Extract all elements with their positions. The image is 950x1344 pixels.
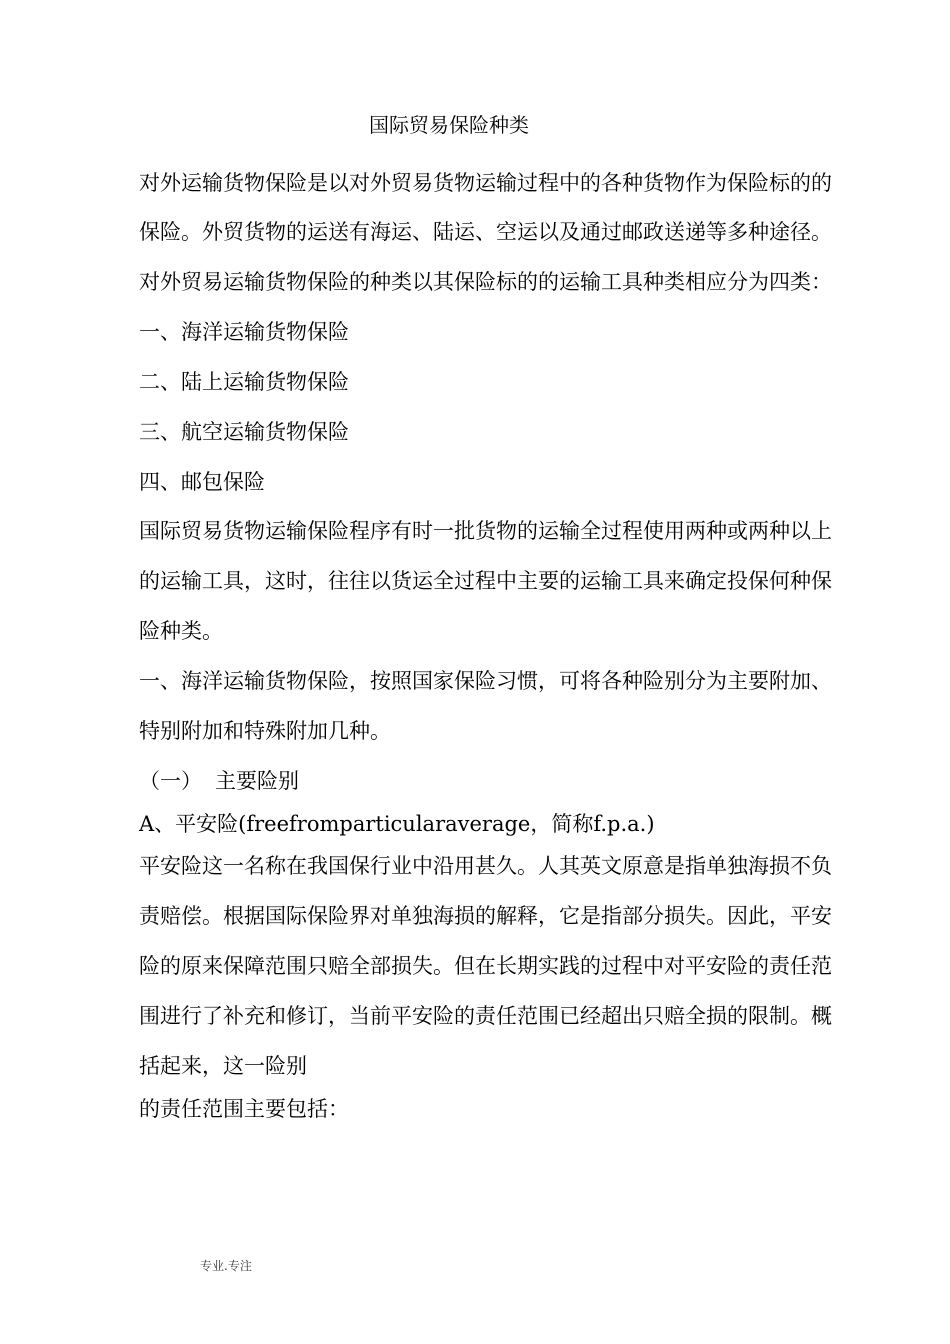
paragraph-line: 的运输工具，这时，往往以货运全过程中主要的运输工具来确定投保何种保 xyxy=(139,569,832,593)
section-subheading xyxy=(139,768,299,794)
subheading-marker: （一） xyxy=(139,769,202,793)
paragraph-line: 保险。外贸货物的运送有海运、陆运、空运以及通过邮政送递等多种途径。 xyxy=(139,220,832,244)
paragraph-line: 责赔偿。根据国际保险界对单独海损的解释，它是指部分损失。因此，平安 xyxy=(139,904,832,928)
paragraph-line: 括起来，这一险别 xyxy=(139,1054,307,1078)
list-item: 四、邮包保险 xyxy=(139,470,265,494)
paragraph-line: 国际贸易货物运输保险程序有时一批货物的运输全过程使用两种或两种以上 xyxy=(139,519,832,543)
paragraph-line: 险种类。 xyxy=(139,619,223,643)
list-item: 二、陆上运输货物保险 xyxy=(139,370,349,394)
paragraph-line: 险的原来保障范围只赔全部损失。但在长期实践的过程中对平安险的责任范 xyxy=(139,954,832,978)
document-title: 国际贸易保险种类 xyxy=(369,113,529,137)
paragraph-line: 围进行了补充和修订，当前平安险的责任范围已经超出只赔全损的限制。概 xyxy=(139,1004,832,1028)
page-footer: 专业.专注 xyxy=(200,1259,252,1273)
list-item: 一、海洋运输货物保险 xyxy=(139,320,349,344)
paragraph-line: 一、海洋运输货物保险，按照国家保险习惯，可将各种险别分为主要附加、 xyxy=(139,669,832,693)
paragraph-line: 特别附加和特殊附加几种。 xyxy=(139,719,391,743)
paragraph-line: 对外运输货物保险是以对外贸易货物运输过程中的各种货物作为保险标的的 xyxy=(139,171,832,195)
subheading-text: 主要险别 xyxy=(215,769,299,793)
paragraph-line: 平安险这一名称在我国保行业中沿用甚久。人其英文原意是指单独海损不负 xyxy=(139,854,832,878)
list-item: 三、航空运输货物保险 xyxy=(139,420,349,444)
item-heading: A、平安险(freefromparticularaverage，简称f.p.a.) xyxy=(139,812,655,836)
paragraph-line: 对外贸易运输货物保险的种类以其保险标的的运输工具种类相应分为四类： xyxy=(139,270,832,294)
paragraph-line: 的责任范围主要包括： xyxy=(139,1097,349,1121)
